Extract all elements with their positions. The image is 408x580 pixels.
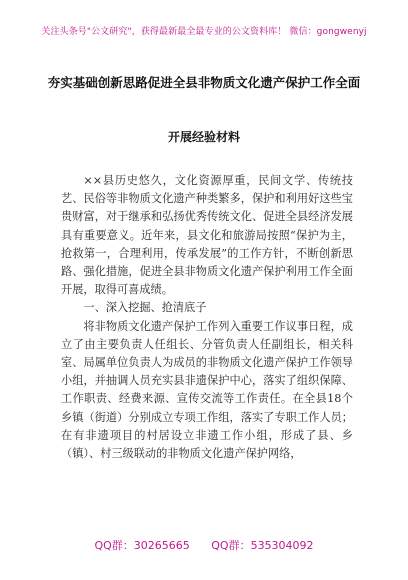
footer-qq-group-1: QQ群：30265665 (94, 539, 190, 552)
footer (0, 537, 408, 553)
document-title: 夯实基础创新思路促进全县非物质文化遗产保护工作全面 (47, 75, 361, 90)
paragraph-intro: ××县历史悠久，文化资源厚重，民间文学、传统技艺、民俗等非物质文化遗产种类繁多，保护和利用好这些宝贵财富，对于继承和弘扬优秀传统文化、促进全县经济发展具有重要意义。近年来，县文化和旅游局按照“保护为主，抢救第一，合理利用，传承发展”的工作方针，不断创新思路、强化措施，促进全县非物质文化遗产保护利用工作全面开展，取得可喜成绩。 (61, 174, 353, 297)
section-heading: 一、深入挖掘、抢清底子 (83, 301, 207, 315)
footer-qq-group-2: QQ群：535304092 (211, 539, 314, 552)
document-subtitle: 开展经验材料 (167, 130, 240, 144)
document-body (61, 172, 353, 463)
paragraph-section1: 将非物质文化遗产保护工作列入重要工作议事日程，成立了由主要负责人任组长、分管负责人任副组长，相关科室、局属单位负责人为成员的非物质文化遗产保护工作领导小组，并抽调人员充实县非遗保护中心，落实了组织保障、工作职责、经费来源、宣传交流等工作责任。在全县18个乡镇（街道）分别成立专项工作组，落实了专职工作人员；在有非遗项目的村居设立非遗工作小组，形成了县、乡（镇）、村三级联动的非物质文化遗产保护网络， (61, 319, 353, 461)
promo-banner: 关注头条号"公文研究"，获得最新最全最专业的公文资料库！ 微信：gongwenyj (41, 27, 367, 37)
